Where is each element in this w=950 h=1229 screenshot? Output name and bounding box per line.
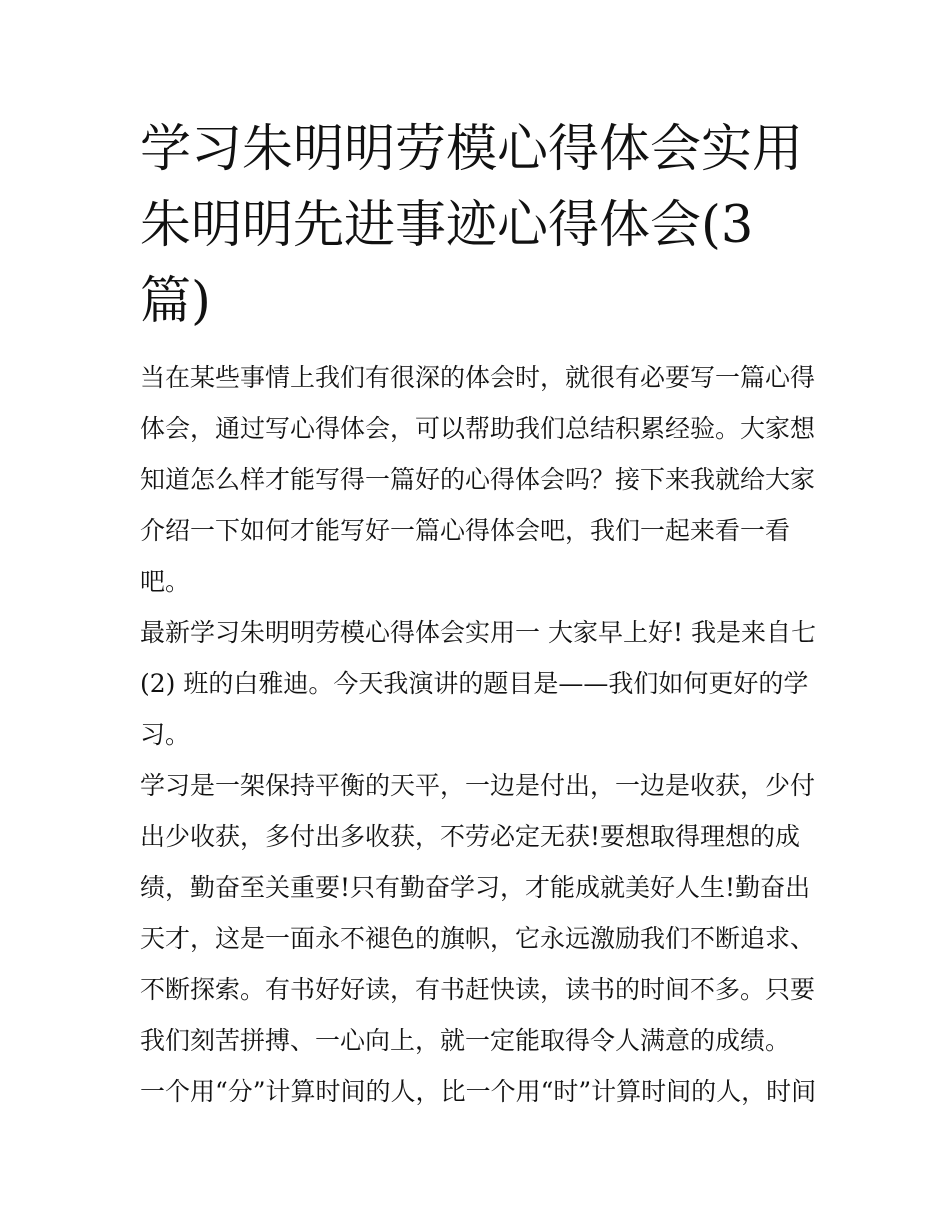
title-line: 篇) — [140, 272, 211, 331]
paragraph-time — [140, 1066, 820, 1117]
page-title — [140, 112, 820, 340]
title-line: 学习朱明明劳模心得体会实用 — [140, 120, 804, 179]
text-line: 绩，勤奋至关重要!只有勤奋学习，才能成就美好人生!勤奋出 — [140, 873, 811, 902]
text-line: 知道怎么样才能写得一篇好的心得体会吗？接下来我就给大家 — [140, 465, 816, 494]
text-line: 不断探索。有书好好读，有书赶快读，读书的时间不多。只要 — [140, 975, 816, 1004]
text-line: (2) 班的白雅迪。今天我演讲的题目是——我们如何更好的学 — [140, 669, 809, 698]
text-line: 吧。 — [140, 567, 191, 596]
text-line: 体会，通过写心得体会，可以帮助我们总结积累经验。大家想 — [140, 414, 816, 443]
text-line: 当在某些事情上我们有很深的体会时，就很有必要写一篇心得 — [140, 363, 816, 392]
text-line: 习。 — [140, 720, 191, 749]
title-line: 朱明明先进事迹心得体会(3 — [140, 196, 754, 255]
paragraph-intro — [140, 352, 820, 607]
text-line: 我们刻苦拼搏、一心向上，就一定能取得令人满意的成绩。 — [140, 1026, 791, 1055]
text-line: 介绍一下如何才能写好一篇心得体会吧，我们一起来看一看 — [140, 516, 791, 545]
text-line: 天才，这是一面永不褪色的旗帜，它永远激励我们不断追求、 — [140, 924, 816, 953]
text-line: 出少收获，多付出多收获，不劳必定无获!要想取得理想的成 — [140, 822, 801, 851]
text-line: 一个用“分”计算时间的人，比一个用“时”计算时间的人，时间 — [140, 1077, 817, 1106]
paragraph-study-balance — [140, 760, 820, 1066]
text-line: 学习是一架保持平衡的天平，一边是付出，一边是收获，少付 — [140, 771, 816, 800]
text-line: 最新学习朱明明劳模心得体会实用一 大家早上好! 我是来自七 — [140, 618, 816, 647]
document-body — [140, 352, 820, 1117]
paragraph-speech-opening — [140, 607, 820, 760]
